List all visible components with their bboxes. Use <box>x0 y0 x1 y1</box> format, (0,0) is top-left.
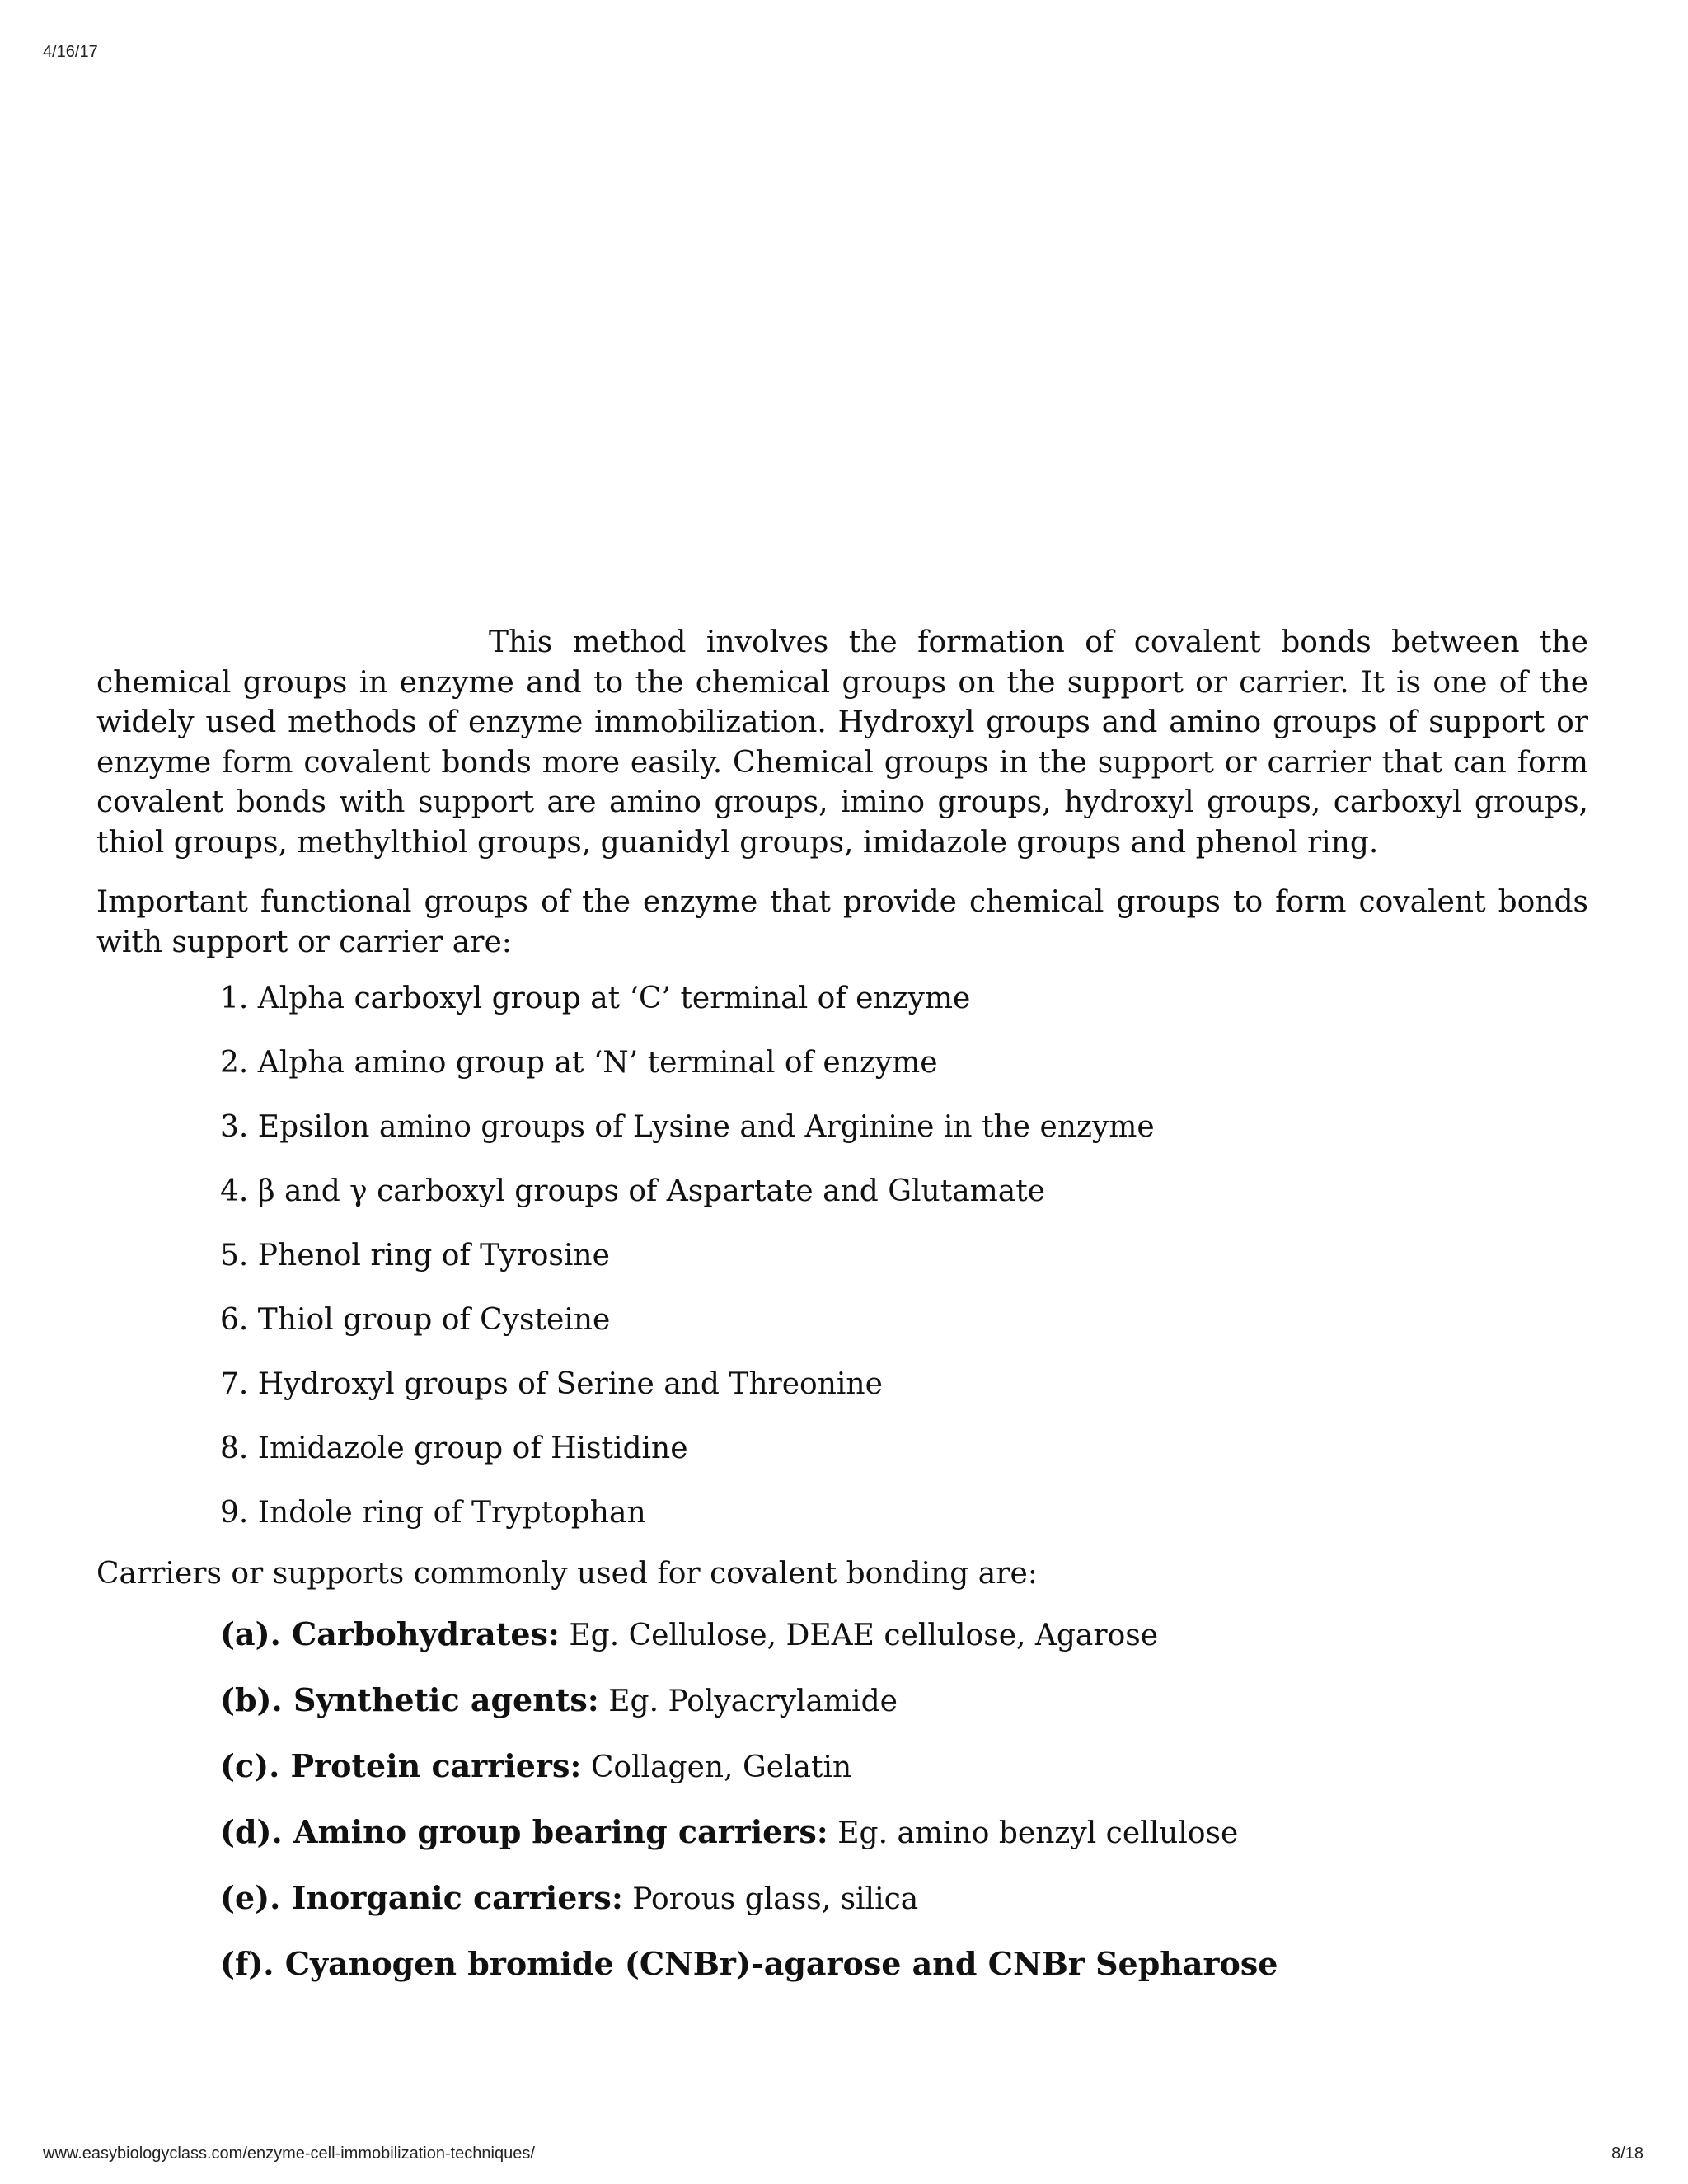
page-content <box>96 623 1588 2010</box>
carrier-text: Eg. amino benzyl cellulose <box>828 1816 1239 1850</box>
intro-paragraph: This method involves the formation of covalent bonds between the chemical groups in enzyme and to the chemical groups on the support or carrier. It is one of the widely used methods of enzyme immobilization. Hydroxyl groups and amino groups of support or enzyme form covalent bonds more easily. Chemical groups in the support or carrier that can form covalent bonds with support are amino groups, imino groups, hydroxyl groups, carboxyl groups, thiol groups, methylthiol groups, guanidyl groups, imidazole groups and phenol ring. <box>96 626 1588 860</box>
list-item: 3. Epsilon amino groups of Lysine and Arginine in the enzyme <box>220 1110 1155 1144</box>
list-item: 6. Thiol group of Cysteine <box>220 1303 611 1337</box>
list-item <box>220 1615 1588 1656</box>
list-item <box>220 1680 1588 1722</box>
carrier-text: Collagen, Gelatin <box>581 1750 852 1784</box>
list-item: 4. β and γ carboxyl groups of Aspartate and Glutamate <box>220 1174 1046 1208</box>
list-item <box>220 1944 1588 1985</box>
list-item: 2. Alpha amino group at ‘N’ terminal of enzyme <box>220 1046 938 1080</box>
carrier-text: Eg. Cellulose, DEAE cellulose, Agarose <box>559 1618 1159 1652</box>
list-item <box>220 1812 1588 1854</box>
list-item: 9. Indole ring of Tryptophan <box>220 1496 646 1530</box>
list-item: 7. Hydroxyl groups of Serine and Threonine <box>220 1367 883 1401</box>
carrier-label: (b). Synthetic agents: <box>220 1680 599 1718</box>
print-date: 4/16/17 <box>43 43 98 61</box>
carrier-label: (f). Cyanogen bromide (CNBr)-agarose and CNBr Sepharose <box>220 1944 1278 1982</box>
carrier-label: (c). Protein carriers: <box>220 1746 582 1784</box>
list-item <box>220 1746 1588 1788</box>
list-item: 5. Phenol ring of Tyrosine <box>220 1239 610 1272</box>
carriers-intro: Carriers or supports commonly used for covalent bonding are: <box>96 1557 1038 1591</box>
carrier-label: (a). Carbohydrates: <box>220 1615 560 1652</box>
page-number: 8/18 <box>1611 2144 1643 2163</box>
list-item: 8. Imidazole group of Histidine <box>220 1432 688 1465</box>
carriers-list <box>96 1615 1588 1985</box>
footer-url: www.easybiologyclass.com/enzyme-cell-immobilization-techniques/ <box>43 2144 535 2163</box>
carrier-label: (e). Inorganic carriers: <box>220 1878 623 1916</box>
list-item <box>220 1878 1588 1919</box>
carrier-text: Porous glass, silica <box>622 1882 919 1916</box>
carrier-label: (d). Amino group bearing carriers: <box>220 1812 828 1850</box>
carrier-text: Eg. Polyacrylamide <box>598 1684 898 1718</box>
functional-groups-intro: Important functional groups of the enzyme that provide chemical groups to form covalent bonds with support or carrier are: <box>96 885 1588 959</box>
list-item: 1. Alpha carboxyl group at ‘C’ terminal of enzyme <box>220 982 971 1015</box>
functional-groups-list <box>96 979 1588 1533</box>
